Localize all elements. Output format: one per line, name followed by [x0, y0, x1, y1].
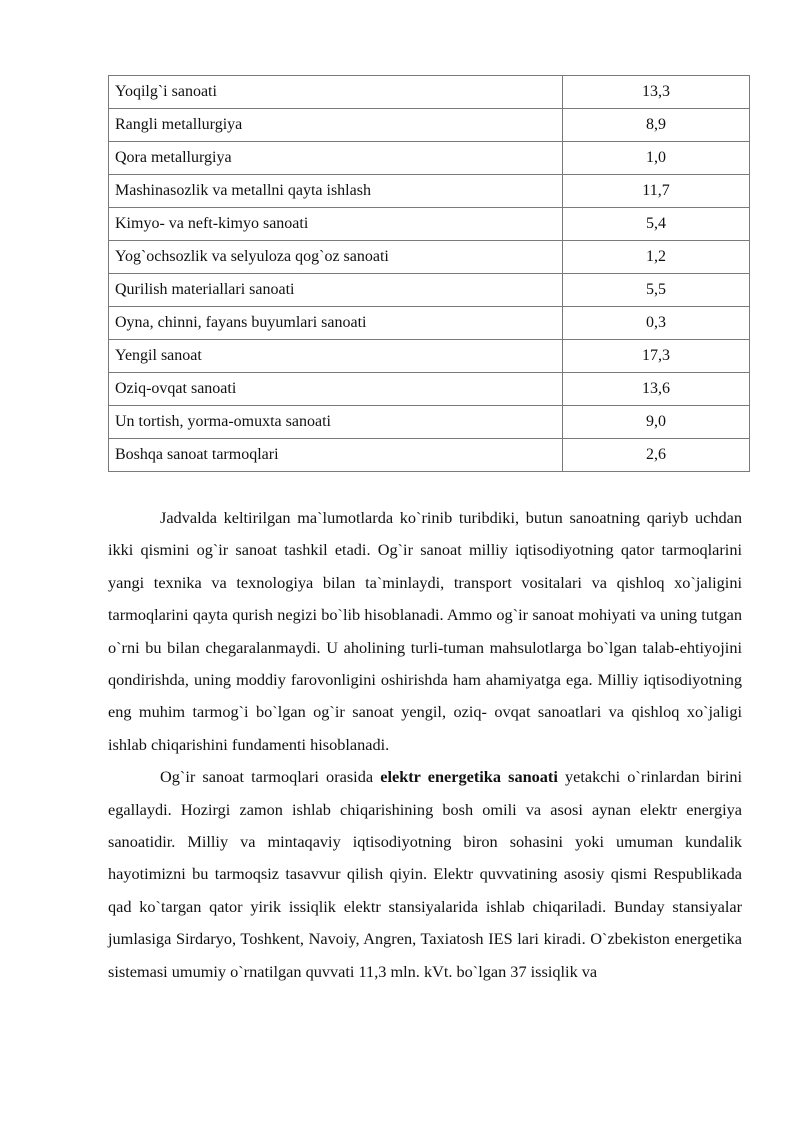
- industry-name-cell: Qurilish materiallari sanoati: [109, 274, 563, 307]
- industry-name-cell: Rangli metallurgiya: [109, 109, 563, 142]
- table-row: [109, 76, 750, 109]
- share-value-cell: 11,7: [563, 175, 750, 208]
- share-value-cell: 1,2: [563, 241, 750, 274]
- table-row: [109, 439, 750, 472]
- paragraph-2-start: Og`ir sanoat tarmoqlari orasida: [160, 767, 381, 787]
- paragraph-2-bold-term: elektr energetika sanoati: [380, 767, 558, 787]
- paragraph-1: Jadvalda keltirilgan ma`lumotlarda ko`rinib turibdiki, butun sanoatning qariyb uchdan ikki qismini og`ir sanoat tashkil etadi. Og`ir sanoat milliy iqtisodiyotning qator tarmoqlarini yangi texnika va texnologiya bilan ta`minlaydi, transport vositalari va qishloq xo`jaligini tarmoqlarini qayta qurish negizi bo`lib hisoblanadi. Ammo og`ir sanoat mohiyati va uning tutgan o`rni bu bilan chegaralanmaydi. U aholining turli-tuman mahsulotlarga bo`lgan talab-ehtiyojini qondirishda, uning moddiy farovonligini oshirishda ham ahamiyatga ega. Milliy iqtisodiyotning eng muhim tarmog`i bo`lgan og`ir sanoat yengil, oziq- ovqat sanoatlari va qishloq xo`jaligi ishlab chiqarishini fundamenti hisoblanadi.: [108, 508, 742, 754]
- industry-name-cell: Boshqa sanoat tarmoqlari: [109, 439, 563, 472]
- industry-name-cell: Oyna, chinni, fayans buyumlari sanoati: [109, 307, 563, 340]
- share-value-cell: 1,0: [563, 142, 750, 175]
- industry-name-cell: Yoqilg`i sanoati: [109, 76, 563, 109]
- industry-share-table: [108, 75, 750, 472]
- table-row: [109, 142, 750, 175]
- paragraph-2-rest: yetakchi o`rinlardan birini egallaydi. Hozirgi zamon ishlab chiqarishining bosh omili va asosi aynan elektr energiya sanoatidir. Milliy va mintaqaviy iqtisodiyotning biron sohasini yoki umuman kundalik hayotimizni bu tarmoqsiz tasavvur qilish qiyin. Elektr quvvatining asosiy qismi Respublikada qad ko`targan qator yirik issiqlik elektr stansiyalarida ishlab chiqariladi. Bunday stansiyalar jumlasiga Sirdaryo, Toshkent, Navoiy, Angren, Taxiatosh IES lari kiradi. O`zbekiston energetika sistemasi umumiy o`rnatilgan quvvati 11,3 mln. kVt. bo`lgan 37 issiqlik va: [108, 767, 743, 981]
- share-value-cell: 0,3: [563, 307, 750, 340]
- table-body: [109, 76, 750, 472]
- industry-name-cell: Un tortish, yorma-omuxta sanoati: [109, 406, 563, 439]
- share-value-cell: 5,4: [563, 208, 750, 241]
- table-row: [109, 175, 750, 208]
- table-row: [109, 373, 750, 406]
- industry-name-cell: Kimyo- va neft-kimyo sanoati: [109, 208, 563, 241]
- share-value-cell: 13,6: [563, 373, 750, 406]
- industry-name-cell: Yog`ochsozlik va selyuloza qog`oz sanoati: [109, 241, 563, 274]
- table-row: [109, 208, 750, 241]
- table-row: [109, 307, 750, 340]
- body-text: [108, 502, 742, 988]
- share-value-cell: 5,5: [563, 274, 750, 307]
- table-row: [109, 241, 750, 274]
- share-value-cell: 9,0: [563, 406, 750, 439]
- table-row: [109, 274, 750, 307]
- industry-name-cell: Qora metallurgiya: [109, 142, 563, 175]
- share-value-cell: 13,3: [563, 76, 750, 109]
- industry-name-cell: Oziq-ovqat sanoati: [109, 373, 563, 406]
- industry-name-cell: Mashinasozlik va metallni qayta ishlash: [109, 175, 563, 208]
- share-value-cell: 2,6: [563, 439, 750, 472]
- table-row: [109, 109, 750, 142]
- share-value-cell: 8,9: [563, 109, 750, 142]
- share-value-cell: 17,3: [563, 340, 750, 373]
- table-row: [109, 340, 750, 373]
- table-row: [109, 406, 750, 439]
- paragraph-2: [108, 761, 742, 988]
- industry-name-cell: Yengil sanoat: [109, 340, 563, 373]
